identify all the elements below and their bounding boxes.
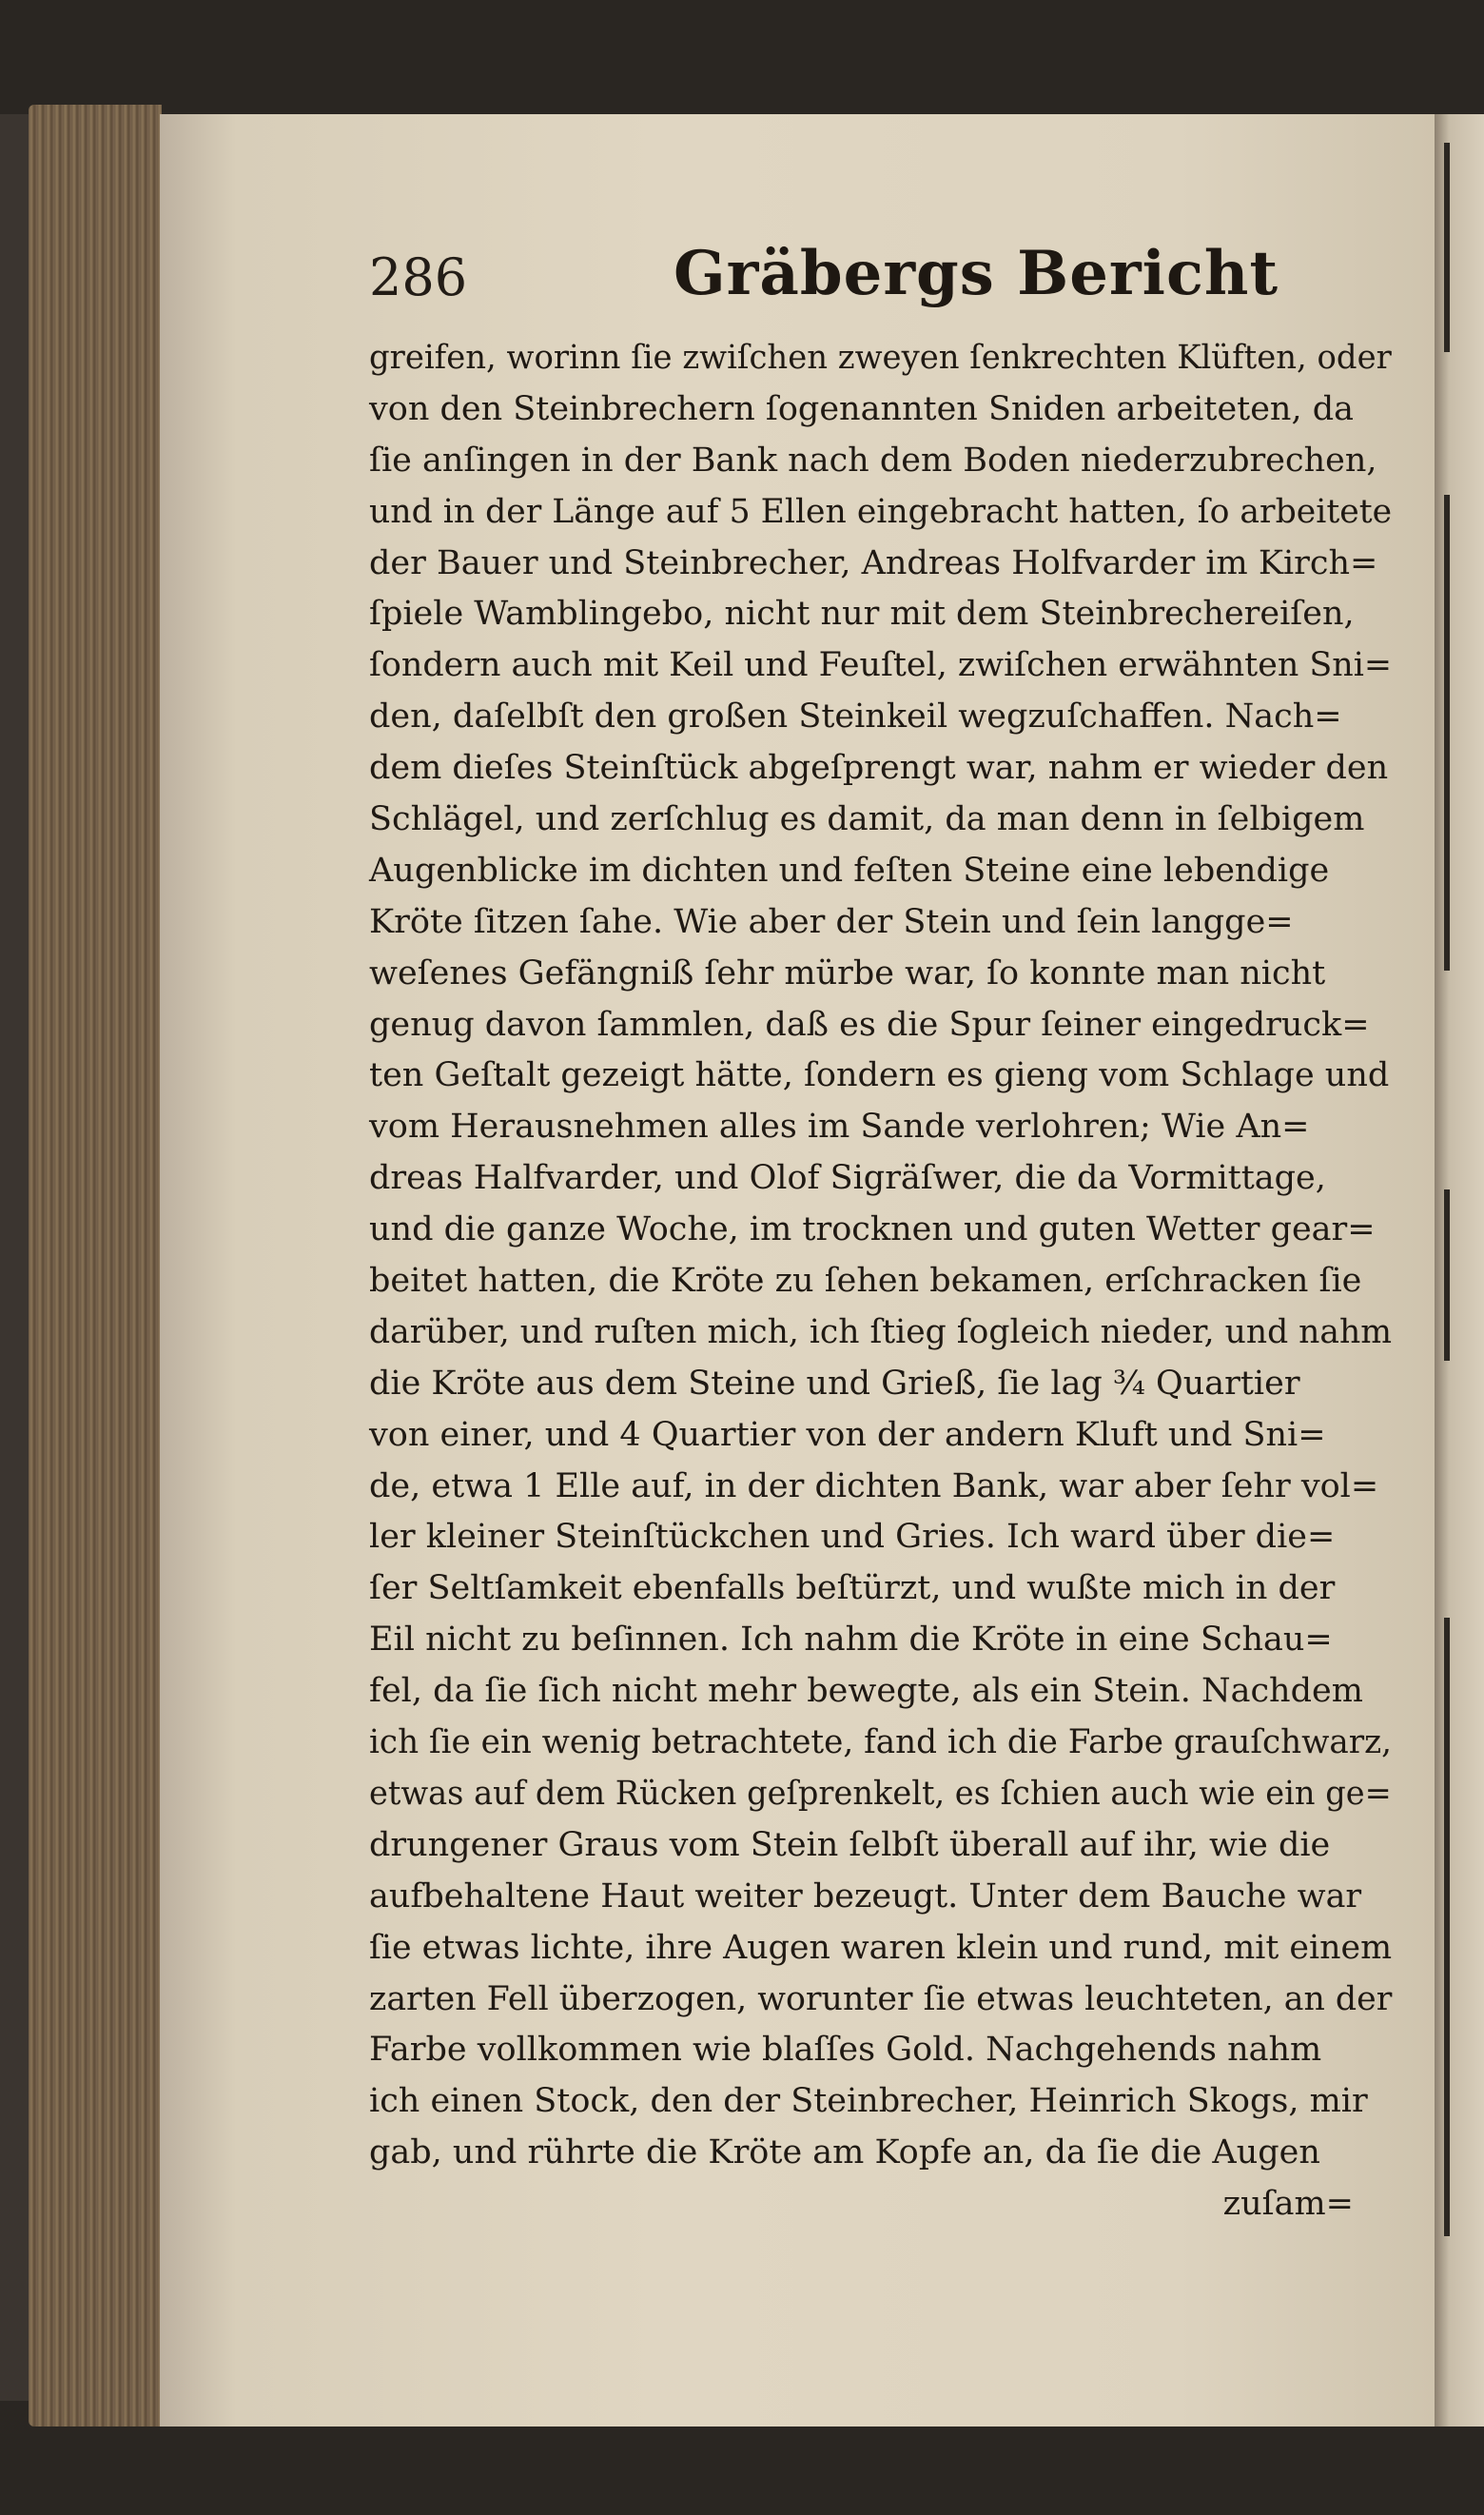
text-line: von den Steinbrechern ſogenannten Sniden arbeiteten, da bbox=[369, 389, 1354, 428]
text-line: Kröte ſitzen ſahe. Wie aber der Stein und ſein langge= bbox=[369, 902, 1294, 941]
text-line: darüber, und ruſten mich, ich ſtieg ſogleich nieder, und nahm bbox=[369, 1312, 1393, 1351]
text-line: der Bauer und Steinbrecher, Andreas Holfvarder im Kirch= bbox=[369, 543, 1378, 582]
text-line: de, etwa 1 Elle auf, in der dichten Bank, war aber ſehr vol= bbox=[369, 1466, 1379, 1505]
text-line: beitet hatten, die Kröte zu ſehen bekamen, erſchracken ſie bbox=[369, 1262, 1362, 1301]
text-line: dem dieſes Steinſtück abgeſprengt war, nahm er wieder den bbox=[369, 749, 1389, 788]
facing-page-edge bbox=[1435, 114, 1484, 2427]
text-line: etwas auf dem Rücken geſprenkelt, es ſchien auch wie ein ge= bbox=[369, 1774, 1392, 1813]
text-line: die Kröte aus dem Steine und Grieß, ſie lag ¾ Quartier bbox=[369, 1364, 1300, 1403]
text-line: zarten Fell überzogen, worunter ſie etwas leuchteten, an der bbox=[369, 1979, 1393, 2018]
facing-page-rule bbox=[1444, 1189, 1450, 1361]
text-line: ſie etwas lichte, ihre Augen waren klein und rund, mit einem bbox=[369, 1928, 1393, 1967]
facing-page-rule bbox=[1444, 143, 1450, 352]
text-line: und die ganze Woche, im trocknen und guten Wetter gear= bbox=[369, 1210, 1376, 1249]
text-line: Augenblicke im dichten und feſten Steine eine lebendige bbox=[369, 851, 1330, 890]
text-line: ſondern auch mit Keil und Feuſtel, zwiſchen erwähnten Sni= bbox=[369, 646, 1393, 685]
text-line: von einer, und 4 Quartier von der andern Kluft und Sni= bbox=[369, 1415, 1326, 1454]
backdrop-top bbox=[0, 0, 1484, 114]
facing-page-rule bbox=[1444, 495, 1450, 971]
body-text bbox=[369, 333, 1392, 2230]
text-line: ſer Seltſamkeit ebenfalls beſtürzt, und wußte mich in der bbox=[369, 1569, 1336, 1608]
text-line: aufbehaltene Haut weiter bezeugt. Unter dem Bauche war bbox=[369, 1876, 1362, 1916]
text-line: Eil nicht zu beſinnen. Ich nahm die Kröte in eine Schau= bbox=[369, 1621, 1333, 1660]
text-line: Farbe vollkommen wie blaſſes Gold. Nachgehends nahm bbox=[369, 2031, 1322, 2070]
text-line: dreas Halfvarder, und Olof Sigräſwer, die da Vormittage, bbox=[369, 1159, 1326, 1198]
book-page-edges bbox=[29, 105, 162, 2427]
text-line: Schlägel, und zerſchlug es damit, da man denn in ſelbigem bbox=[369, 800, 1365, 839]
text-line: ten Geſtalt gezeigt hätte, ſondern es gieng vom Schlage und bbox=[369, 1056, 1390, 1095]
text-line: ſpiele Wamblingebo, nicht nur mit dem Steinbrechereiſen, bbox=[369, 595, 1355, 634]
facing-page-rule bbox=[1444, 1618, 1450, 2236]
text-line: den, daſelbſt den großen Steinkeil wegzuſchaffen. Nach= bbox=[369, 698, 1342, 737]
text-line: vom Herausnehmen alles im Sande verlohren; Wie An= bbox=[369, 1108, 1310, 1147]
text-line: weſenes Gefängniß ſehr mürbe war, ſo konnte man nicht bbox=[369, 953, 1326, 992]
running-title: Gräbergs Bericht bbox=[674, 238, 1279, 309]
text-line: und in der Länge auf 5 Ellen eingebracht hatten, ſo arbeitete bbox=[369, 492, 1393, 531]
catchword: zuſam= bbox=[1222, 2185, 1354, 2224]
text-line: gab, und rührte die Kröte am Kopfe an, da ſie die Augen bbox=[369, 2133, 1320, 2172]
text-line: ich ſie ein wenig betrachtete, fand ich die Farbe grauſchwarz, bbox=[369, 1723, 1392, 1762]
text-line: drungener Graus vom Stein ſelbſt überall auf ihr, wie die bbox=[369, 1825, 1331, 1864]
page-header bbox=[369, 230, 1416, 316]
text-line: fel, da ſie ſich nicht mehr bewegte, als ein Stein. Nachdem bbox=[369, 1672, 1363, 1711]
text-line: ler kleiner Steinſtückchen und Gries. Ich ward über die= bbox=[369, 1518, 1336, 1557]
text-line: greifen, worinn ſie zwiſchen zweyen ſenkrechten Klüften, oder bbox=[369, 339, 1392, 377]
text-line: genug davon ſammlen, daß es die Spur ſeiner eingedruck= bbox=[369, 1005, 1370, 1044]
text-line: ſie anſingen in der Bank nach dem Boden niederzubrechen, bbox=[369, 441, 1377, 480]
page-number: 286 bbox=[369, 247, 468, 307]
text-line: ich einen Stock, den der Steinbrecher, Heinrich Skogs, mir bbox=[369, 2082, 1368, 2121]
